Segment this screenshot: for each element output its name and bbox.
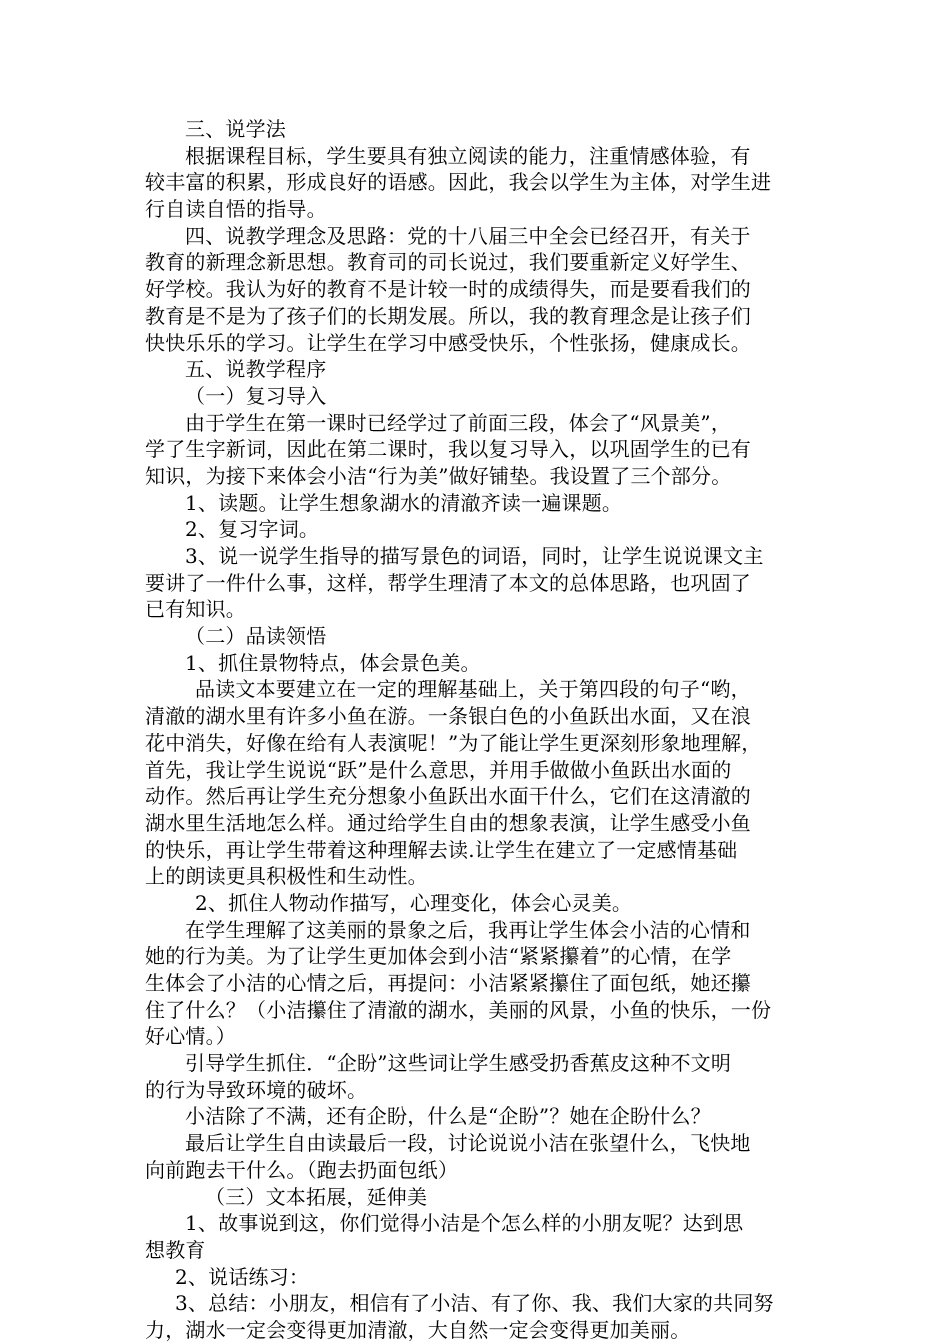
text-line: 上的朗读更具积极性和生动性。 <box>145 864 428 889</box>
text-line: （三）文本拓展，延伸美 <box>205 1184 428 1209</box>
text-line: 三、说学法 <box>185 117 286 141</box>
text-line: 要讲了一件什么事，这样，帮学生理清了本文的总体思路，也巩固了 <box>145 570 751 595</box>
text-line: 教育是不是为了孩子们的长期发展。所以，我的教育理念是让孩子们 <box>145 303 751 328</box>
text-line: 教育的新理念新思想。教育司的司长说过，我们要重新定义好学生、 <box>145 250 751 275</box>
text-line: 想教育 <box>145 1237 206 1262</box>
text-line: 五、说教学程序 <box>185 357 327 382</box>
text-line: 清澈的湖水里有许多小鱼在游。一条银白色的小鱼跃出水面，又在浪 <box>145 704 751 729</box>
text-line: 好学校。我认为好的教育不是计较一时的成绩得失，而是要看我们的 <box>145 277 751 302</box>
text-line: 3、总结：小朋友，相信有了小洁、有了你、我、我们大家的共同努 <box>175 1291 774 1316</box>
text-line: 首先，我让学生说说“跃”是什么意思，并用手做做小鱼跃出水面的 <box>145 757 732 782</box>
text-line: 的行为导致环境的破坏。 <box>145 1077 368 1102</box>
text-line: 的快乐，再让学生带着这种理解去读.让学生在建立了一定感情基础 <box>145 837 738 862</box>
text-line: 1、故事说到这，你们觉得小洁是个怎么样的小朋友呢？达到思 <box>185 1211 744 1236</box>
text-line: 在学生理解了这美丽的景象之后，我再让学生体会小洁的心情和 <box>185 917 751 942</box>
text-line: 住了什么？（小洁攥住了清澈的湖水，美丽的风景，小鱼的快乐，一份 <box>145 997 772 1022</box>
text-line: 生体会了小洁的心情之后，再提问：小洁紧紧攥住了面包纸，她还攥 <box>145 971 751 995</box>
text-line: 四、说教学理念及思路：党的十八届三中全会已经召开，有关于 <box>185 223 751 248</box>
text-line: 力，湖水一定会变得更加清澈，大自然一定会变得更加美丽。 <box>145 1317 691 1342</box>
text-line: 动作。然后再让学生充分想象小鱼跃出水面干什么，它们在这清澈的 <box>145 784 751 809</box>
text-line: 2、复习字词。 <box>185 517 320 542</box>
document-body <box>145 116 810 1344</box>
text-line: 最后让学生自由读最后一段，讨论说说小洁在张望什么，飞快地 <box>185 1131 751 1156</box>
text-line: 1、抓住景物特点，体会景色美。 <box>185 650 481 675</box>
text-line: 3、说一说学生指导的描写景色的词语，同时，让学生说说课文主 <box>185 544 764 568</box>
text-line: 1、读题。让学生想象湖水的清澈齐读一遍课题。 <box>185 490 623 515</box>
text-line: 2、抓住人物动作描写，心理变化，体会心灵美。 <box>195 890 633 915</box>
text-line: （二）品读领悟 <box>185 624 327 649</box>
text-line: 已有知识。 <box>145 597 246 622</box>
text-line: 品读文本要建立在一定的理解基础上，关于第四段的句子“哟， <box>195 677 751 702</box>
text-line: 向前跑去干什么。（跑去扔面包纸） <box>145 1157 459 1182</box>
text-line: 较丰富的积累，形成良好的语感。因此，我会以学生为主体，对学生进 <box>145 170 772 195</box>
text-line: 2、说话练习： <box>175 1264 310 1289</box>
text-line: 由于学生在第一课时已经学过了前面三段，体会了“风景美”， <box>185 410 732 435</box>
text-line: 知识，为接下来体会小洁“行为美”做好铺垫。我设置了三个部分。 <box>145 463 732 488</box>
text-line: 根据课程目标，学生要具有独立阅读的能力，注重情感体验，有 <box>185 143 751 168</box>
text-line: 湖水里生活地怎么样。通过给学生自由的想象表演，让学生感受小鱼 <box>145 810 751 835</box>
text-line: 引导学生抓住．“企盼”这些词让学生感受扔香蕉皮这种不文明 <box>185 1051 732 1076</box>
text-line: 小洁除了不满，还有企盼，什么是“企盼”？她在企盼什么？ <box>185 1104 711 1129</box>
text-line: 学了生字新词，因此在第二课时，我以复习导入，以巩固学生的已有 <box>145 437 751 462</box>
text-line: （一）复习导入 <box>185 383 327 408</box>
text-line: 花中消失，好像在给有人表演呢！”为了能让学生更深刻形象地理解， <box>145 730 762 755</box>
text-line: 她的行为美。为了让学生更加体会到小洁“紧紧攥着”的心情，在学 <box>145 944 732 969</box>
text-line: 行自读自悟的指导。 <box>145 197 327 222</box>
text-line: 快快乐乐的学习。让学生在学习中感受快乐，个性张扬，健康成长。 <box>145 330 751 355</box>
text-line: 好心情。） <box>145 1024 236 1049</box>
